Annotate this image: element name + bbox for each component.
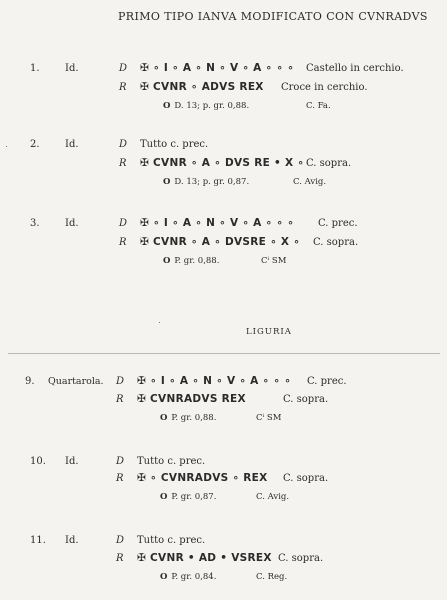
entry-meta: [163, 256, 219, 266]
entry-location: Quartarola.: [48, 376, 104, 387]
reverse-description: C. sopra.: [306, 158, 352, 169]
obverse-description: C. prec.: [307, 376, 347, 387]
reverse-description: Croce in cerchio.: [281, 82, 368, 93]
divider: [8, 353, 440, 354]
entry-number: 2.: [30, 139, 40, 150]
entry-number: 11.: [30, 535, 46, 546]
reverse-marker: R: [116, 394, 124, 405]
obverse-marker: D: [116, 456, 125, 467]
paper-speck: [6, 146, 7, 147]
entry-meta: [160, 492, 216, 502]
reverse-marker: R: [119, 158, 127, 169]
reverse-description: C. sopra.: [278, 553, 324, 564]
reverse-legend: ✠ CVNR ∘ A ∘ DVSRE ∘ X ∘: [140, 236, 301, 248]
collection: Cⁱ SM: [256, 413, 282, 423]
entry-meta: [160, 572, 216, 582]
entry-meta: [160, 413, 216, 423]
entry-number: 3.: [30, 218, 40, 229]
obverse-marker: D: [116, 376, 125, 387]
entry-meta: [163, 177, 249, 187]
reverse-legend: ✠ CVNR ∘ A ∘ DVS RE • X ∘: [140, 157, 305, 169]
weight: D. 13; p. gr. 0,87.: [174, 177, 250, 187]
entry-location: Id.: [65, 139, 79, 150]
reverse-legend: ✠ CVNRADVS REX: [137, 393, 246, 405]
obverse-description: Tutto c. prec.: [137, 456, 206, 467]
reverse-description: C. sopra.: [283, 473, 329, 484]
obverse-marker: D: [119, 139, 128, 150]
entry-number: 9.: [25, 376, 35, 387]
reverse-marker: R: [119, 237, 127, 248]
obverse-description: Castello in cerchio.: [306, 63, 404, 74]
entry-number: 1.: [30, 63, 40, 74]
obverse-marker: D: [116, 535, 125, 546]
reverse-marker: R: [116, 473, 124, 484]
obverse-description: C. prec.: [318, 218, 358, 229]
collection: C. Fa.: [306, 101, 331, 111]
mark-o: O: [160, 572, 168, 582]
entry-location: Id.: [65, 218, 79, 229]
mark-o: O: [160, 492, 168, 502]
collection: Cⁱ SM: [261, 256, 287, 266]
obverse-legend: ✠ ∘ I ∘ A ∘ N ∘ V ∘ A ∘ ∘ ∘: [137, 375, 292, 387]
section-title: LIGURIA: [246, 327, 292, 337]
obverse-legend: ✠ ∘ I ∘ A ∘ N ∘ V ∘ A ∘ ∘ ∘: [140, 217, 295, 229]
obverse-marker: D: [119, 63, 128, 74]
obverse-description: Tutto c. prec.: [137, 535, 206, 546]
reverse-marker: R: [119, 82, 127, 93]
entry-number: 10.: [30, 456, 46, 467]
obverse-description: Tutto c. prec.: [140, 139, 209, 150]
reverse-legend: ✠ CVNR ∘ ADVS REX: [140, 81, 264, 93]
weight: D. 13; p. gr. 0,88.: [174, 101, 250, 111]
entry-meta: [163, 101, 249, 111]
mark-o: O: [163, 101, 171, 111]
obverse-legend: ✠ ∘ I ∘ A ∘ N ∘ V ∘ A ∘ ∘ ∘: [140, 62, 295, 74]
entry-location: Id.: [65, 63, 79, 74]
collection: C. Reg.: [256, 572, 288, 582]
page-title: PRIMO TIPO IANVA MODIFICATO CON CVNRADVS: [118, 10, 428, 23]
weight: P. gr. 0,84.: [171, 572, 217, 582]
weight: P. gr. 0,87.: [171, 492, 217, 502]
entry-location: Id.: [65, 456, 79, 467]
mark-o: O: [163, 256, 171, 266]
obverse-marker: D: [119, 218, 128, 229]
entry-location: Id.: [65, 535, 79, 546]
weight: P. gr. 0,88.: [171, 413, 217, 423]
weight: P. gr. 0,88.: [174, 256, 220, 266]
reverse-legend: ✠ ∘ CVNRADVS ∘ REX: [137, 472, 268, 484]
collection: C. Avig.: [256, 492, 290, 502]
collection: C. Avig.: [293, 177, 327, 187]
mark-o: O: [163, 177, 171, 187]
reverse-marker: R: [116, 553, 124, 564]
paper-speck: [159, 322, 160, 323]
reverse-description: C. sopra.: [313, 237, 359, 248]
mark-o: O: [160, 413, 168, 423]
reverse-legend: ✠ CVNR • AD • VSREX: [137, 552, 272, 564]
reverse-description: C. sopra.: [283, 394, 329, 405]
